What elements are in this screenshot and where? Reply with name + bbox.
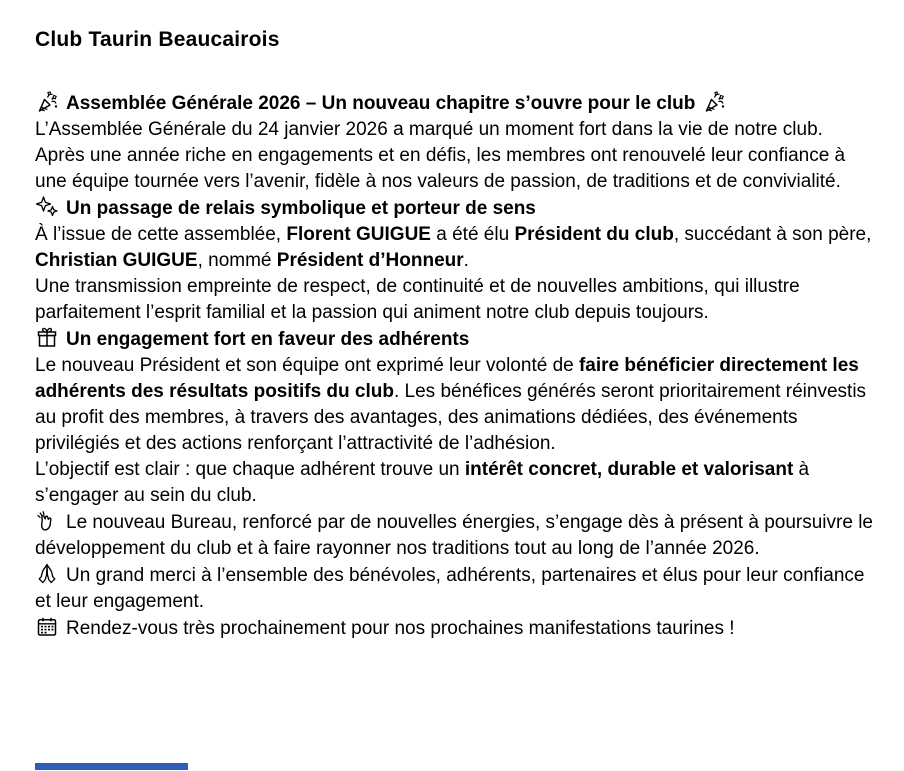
section-heading-text: Assemblée Générale 2026 – Un nouveau chapitre s’ouvre pour le club	[66, 93, 696, 114]
clapping-hands-icon	[35, 509, 59, 533]
paragraph-bureau: Le nouveau Bureau, renforcé par de nouvelles énergies, s’engage dès à présent à poursuivre le développement du club et à faire rayonner nos traditions tout au long de l’année 2026.	[35, 509, 875, 562]
section-heading-assemblee	[35, 90, 875, 117]
paragraph-objectif: L’objectif est clair : que chaque adhérent trouve un intérêt concret, durable et valorisant à s’engager au sein du club.	[35, 459, 810, 506]
sparkles-icon	[35, 195, 59, 219]
paragraph-merci: Un grand merci à l’ensemble des bénévoles, adhérents, partenaires et élus pour leur confiance et leur engagement.	[35, 562, 875, 615]
paragraph-transmission: Une transmission empreinte de respect, de continuité et de nouvelles ambitions, qui illustre parfaitement l’esprit familial et la passion qui animent notre club depuis toujours.	[35, 276, 800, 323]
title-president-honneur: Président d’Honneur	[276, 250, 464, 271]
section-heading-engagement	[35, 326, 875, 353]
title-president-du-club: Président du club	[514, 224, 674, 245]
section-heading-text: Un engagement fort en faveur des adhérents	[66, 329, 470, 350]
section-heading-text: Un passage de relais symbolique et porteur de sens	[66, 198, 536, 219]
document-body	[35, 28, 875, 642]
section-heading-relais	[35, 195, 875, 222]
footer-accent-bar	[35, 763, 188, 770]
paragraph-benefices: Le nouveau Président et son équipe ont exprimé leur volonté de faire bénéficier directement les adhérents des résultats positifs du club. Les bénéfices générés seront prioritairement réinvestis au profit des membres, à travers des avantages, des animations dédiées, des événements privilégiés et des actions renforçant l’attractivité de l’adhésion.	[35, 355, 867, 454]
folded-hands-icon	[35, 562, 59, 586]
paragraph-intro	[35, 117, 875, 195]
paragraph-rendez-vous: Rendez-vous très prochainement pour nos prochaines manifestations taurines !	[35, 615, 875, 642]
gift-icon	[35, 326, 59, 350]
paragraph-election: À l’issue de cette assemblée, Florent GUIGUE a été élu Président du club, succédant à son père, Christian GUIGUE, nommé Président d’Honneur.	[35, 224, 872, 271]
person-christian-guigue: Christian GUIGUE	[35, 250, 198, 271]
paragraph-intro-text: L’Assemblée Générale du 24 janvier 2026 a marqué un moment fort dans la vie de notre club. Après une année riche en engagements et en défis, les membres ont renouvelé leur confiance à une équipe tournée vers l’avenir, fidèle à nos valeurs de passion, de traditions et de convivialité.	[35, 119, 846, 192]
party-popper-icon	[35, 90, 59, 114]
calendar-icon	[35, 615, 59, 639]
party-popper-icon	[702, 90, 726, 114]
page-title: Club Taurin Beaucairois	[35, 28, 280, 51]
person-florent-guigue: Florent GUIGUE	[286, 224, 431, 245]
